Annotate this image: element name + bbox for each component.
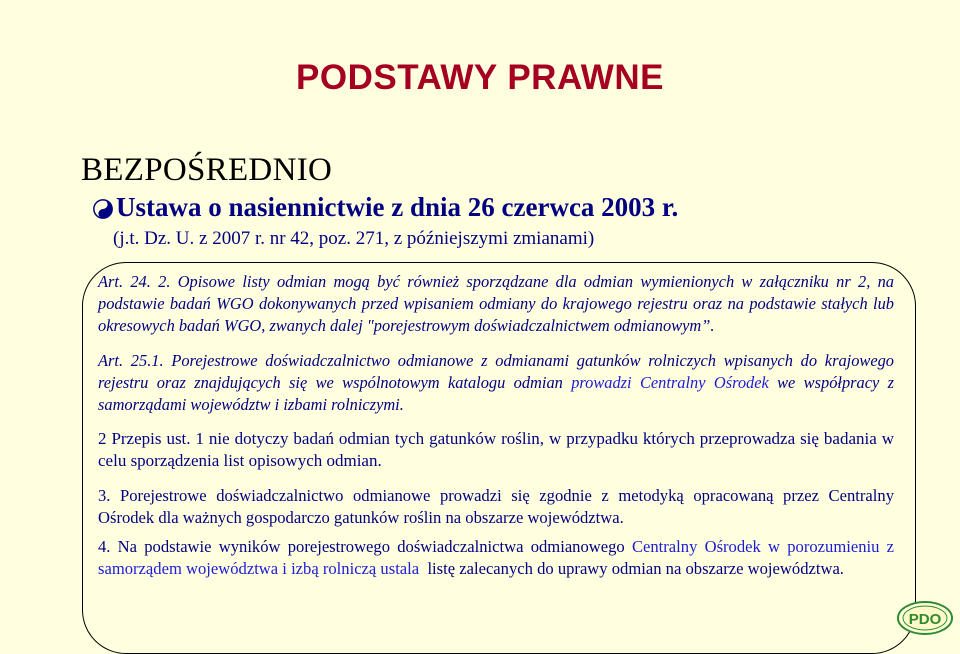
paragraph-4-mid: listę zalecanych do uprawy odmian na bbox=[419, 559, 686, 578]
page-title: PODSTAWY PRAWNE bbox=[296, 58, 664, 97]
law-reference: (j.t. Dz. U. z 2007 r. nr 42, poz. 271, z późniejszymi zmianami) bbox=[113, 228, 595, 249]
law-name: Ustawa o nasiennictwie bbox=[116, 192, 385, 222]
article-25-1 bbox=[98, 350, 894, 416]
article-24-2: Art. 24. 2. Opisowe listy odmian mogą być również sporządzane dla odmian wymienionych w załączniku nr 2, na podstawie badań WGO dokonywanych przed wpisaniem odmiany do krajowego rejestru oraz na podstawie stałych lub okresowych badań WGO, zwanych dalej "porejestrowym doświadczalnictwem odmianowym”. bbox=[98, 272, 894, 335]
paragraph-4-highlight: Centralny Ośrodek w porozumieniu z samorządem województwa i izbą rolniczą ustala bbox=[98, 537, 894, 578]
paragraph-4 bbox=[98, 536, 894, 580]
law-date: z dnia 26 czerwca 2003 r. bbox=[384, 192, 679, 222]
law-title-line bbox=[92, 192, 678, 223]
section-heading: BEZPOŚREDNIO bbox=[81, 152, 333, 188]
article-25-1-end: we współpracy z samorządami województw i izbami rolniczymi. bbox=[98, 373, 894, 414]
pdo-logo bbox=[896, 600, 954, 636]
yin-yang-bullet-icon bbox=[92, 198, 114, 220]
paragraph-2: 2 Przepis ust. 1 nie dotyczy badań odmian tych gatunków roślin, w przypadku których przeprowadza się badania w celu sporządzenia list opisowych odmian. bbox=[98, 429, 894, 470]
paragraph-4-text: 4. Na podstawie wyników porejestrowego doświadczalnictwa odmianowego bbox=[98, 537, 632, 556]
article-25-1-highlight: prowadzi Centralny Ośrodek bbox=[571, 373, 769, 392]
article-25-1-text: Art. 25.1. Porejestrowe doświadczalnictwo odmianowe z odmianami gatunków rolniczych wpisanych do krajowego rejestru oraz znajdujących się we wspólnotowym katalogu odmian bbox=[98, 351, 894, 392]
paragraph-3: 3. Porejestrowe doświadczalnictwo odmianowe prowadzi się zgodnie z metodyką opracowaną przez Centralny Ośrodek dla ważnych gospodarczo gatunków roślin na obszarze województwa. bbox=[98, 486, 894, 527]
pdo-logo-text: PDO bbox=[908, 611, 942, 628]
paragraph-4-end: obszarze województwa. bbox=[685, 559, 844, 578]
